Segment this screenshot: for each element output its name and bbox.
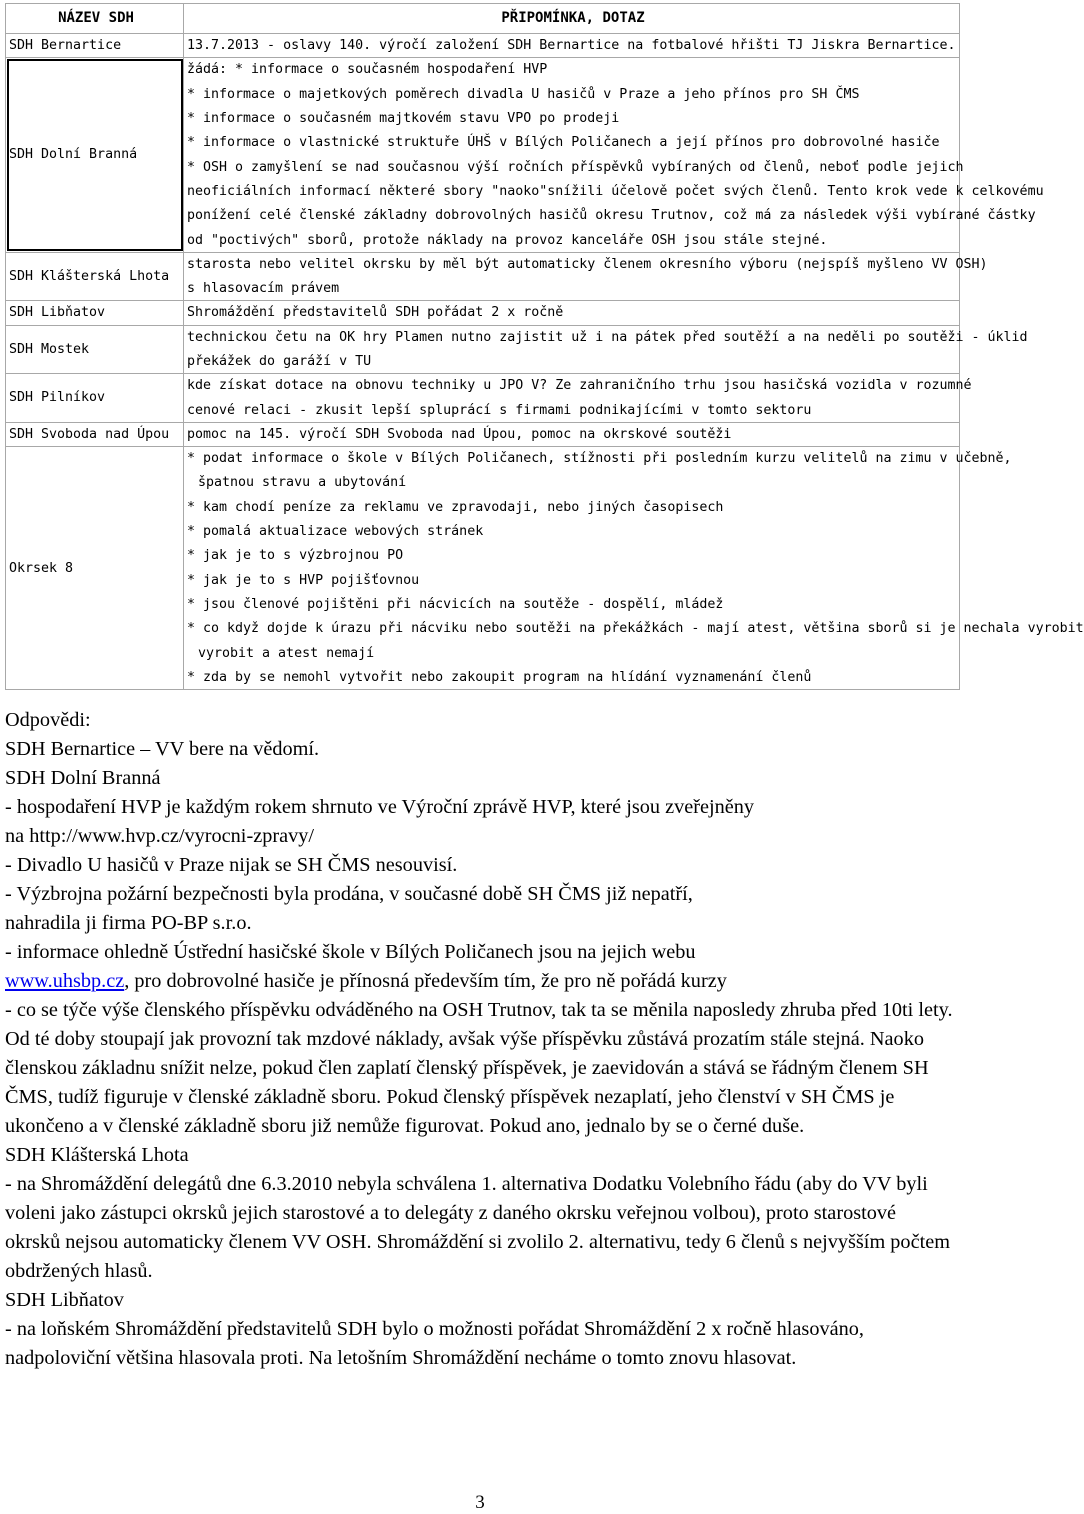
sdh-name-cell: SDH Pilníkov <box>6 374 184 423</box>
header-comment: PŘIPOMÍNKA, DOTAZ <box>184 4 960 34</box>
comment-line-cell: * jak je to s HVP pojišťovnou <box>184 568 960 592</box>
table-row <box>6 325 960 349</box>
uhsbp-link[interactable]: www.uhsbp.cz <box>5 970 125 992</box>
answer-lhota-title: SDH Klášterská Lhota <box>5 1144 189 1166</box>
comment-line-cell: * zda by se nemohl vytvořit nebo zakoupit program na hlídání vyznamenání členů <box>184 665 960 689</box>
comment-line-cell: * informace o současném majtkovém stavu VPO po prodeji <box>184 106 960 130</box>
comment-line-cell: technickou četu na OK hry Plamen nutno zajistit už i na pátek před soutěží a na neděli po soutěži - úklid <box>184 325 960 349</box>
answer-libnatov-text: - na loňském Shromáždění představitelů SDH bylo o možnosti pořádat Shromáždění 2 x ročně hlasováno, nadpoloviční většina hlasovala proti. Na letošním Shromáždění necháme o tomto znovu hlasovat. <box>5 1318 864 1369</box>
answer-libnatov-title: SDH Libňatov <box>5 1289 124 1311</box>
comment-line-cell: starosta nebo velitel okrsku by měl být automaticky členem okresního výboru (nejspíš myšleno VV OSH) <box>184 252 960 276</box>
comments-table <box>5 3 1084 687</box>
answer-branna-vyzbrojna-line1: - Výzbrojna požární bezpečnosti byla prodána, v současné době SH ČMS již nepatří, <box>5 883 693 905</box>
comment-line-cell: ponížení celé členské základny dobrovolných hasičů okresu Trutnov, což má za následek výši vybírané částky <box>184 204 960 228</box>
answer-branna-hvp-line1: - hospodaření HVP je každým rokem shrnuto ve Výroční zprávě HVP, které jsou zveřejněny <box>5 796 755 818</box>
answer-branna-hvp-line2: na http://www.hvp.cz/vyrocni-zpravy/ <box>5 825 315 847</box>
sdh-name-cell: Okrsek 8 <box>6 447 184 690</box>
answer-branna-prispevek: - co se týče výše členského příspěvku odváděného na OSH Trutnov, tak ta se měnila naposledy zhruba před 10ti lety. Od té doby stoupají jak provozní tak mzdové náklady, avšak výše příspěvku zůstává prozatím stále stejná. Naoko členskou základnu snížit nelze, pokud člen zaplatí členský příspěvek, je zaevidován a stává se řádným členem SH ČMS, tudíž figuruje v členské základně sboru. Pokud členský příspěvek nezaplatí, jeho členství v SH ČMS je ukončeno a v členské základně sboru již nemůže figurovat. Pokud ano, jednalo by se o černé duše. <box>5 999 953 1137</box>
comment-line-cell: * jak je to s výzbrojnou PO <box>184 544 960 568</box>
answer-branna-title: SDH Dolní Branná <box>5 767 161 789</box>
sdh-name-cell: SDH Dolní Branná <box>6 58 184 252</box>
comment-line-cell: * OSH o zamyšlení se nad současnou výší ročních příspěvků vybíraných od členů, neboť podle jejich <box>184 155 960 179</box>
sdh-name-cell: SDH Svoboda nad Úpou <box>6 422 184 446</box>
answers-heading: Odpovědi: <box>5 709 91 731</box>
sdh-name-cell: SDH Klášterská Lhota <box>6 252 184 301</box>
answer-branna-uhs <box>5 938 955 996</box>
comment-line-cell: od "poctivých" sborů, protože náklady na provoz kanceláře OSH jsou stále stejné. <box>184 228 960 252</box>
table-header-row <box>6 4 960 34</box>
table-row <box>6 252 960 276</box>
comment-line-cell: špatnou stravu a ubytování <box>184 471 960 495</box>
answer-branna-uhs-line1: - informace ohledně Ústřední hasičské škole v Bílých Poličanech jsou na jejich webu <box>5 941 696 963</box>
comment-line-cell: pomoc na 145. výročí SDH Svoboda nad Úpou, pomoc na okrskové soutěži <box>184 422 960 446</box>
comment-line-cell: Shromáždění představitelů SDH pořádat 2 x ročně <box>184 301 960 325</box>
table-row <box>6 34 960 58</box>
comment-line-cell: * co když dojde k úrazu při nácviku nebo soutěži na překážkách - mají atest, většina sborů si je nechala vyrobit <box>184 617 960 641</box>
table-row <box>6 374 960 398</box>
answers-section <box>5 706 955 1373</box>
answer-branna-vyzbrojna <box>5 880 955 938</box>
comment-line-cell: * jsou členové pojištěni při nácvicích na soutěže - dospělí, mládež <box>184 592 960 616</box>
answer-branna-hvp <box>5 793 955 851</box>
table-row <box>6 422 960 446</box>
comment-line-cell: s hlasovacím právem <box>184 276 960 300</box>
answer-branna-uhs-line2: , pro dobrovolné hasiče je přínosná především tím, že pro ně pořádá kurzy <box>124 970 727 992</box>
comment-line-cell: * informace o majetkových poměrech divadla U hasičů v Praze a jeho přínos pro SH ČMS <box>184 82 960 106</box>
table-body <box>6 4 1084 690</box>
comment-line-cell: překážek do garáží v TU <box>184 349 960 373</box>
comments-grid <box>5 3 1084 690</box>
page-number: 3 <box>475 1492 485 1513</box>
comment-line-cell: * informace o vlastnické struktuře ÚHŠ v Bílých Poličanech a její přínos pro dobrovolné hasiče <box>184 131 960 155</box>
comment-line-cell: 13.7.2013 - oslavy 140. výročí založení SDH Bernartice na fotbalové hřišti TJ Jiskra Bernartice. <box>184 34 960 58</box>
comment-line-cell: * pomalá aktualizace webových stránek <box>184 519 960 543</box>
sdh-name-cell: SDH Libňatov <box>6 301 184 325</box>
comment-line-cell: cenové relaci - zkusit lepší spluprácí s firmami podnikajícími v tomto sektoru <box>184 398 960 422</box>
answer-bernartice: SDH Bernartice – VV bere na vědomí. <box>5 738 320 760</box>
comment-line-cell: neoficiálních informací některé sbory "naoko"snížili účelově počet svých členů. Tento krok vede k celkovému <box>184 179 960 203</box>
table-row <box>6 447 960 471</box>
header-sdh-name: NÁZEV SDH <box>6 4 184 34</box>
comment-line-cell: vyrobit a atest nemají <box>184 641 960 665</box>
comment-line-cell: * kam chodí peníze za reklamu ve zpravodaji, nebo jiných časopisech <box>184 495 960 519</box>
answer-branna-vyzbrojna-line2: nahradila ji firma PO-BP s.r.o. <box>5 912 252 934</box>
answer-branna-divadlo: - Divadlo U hasičů v Praze nijak se SH ČMS nesouvisí. <box>5 854 458 876</box>
comment-line-cell: * podat informace o škole v Bílých Poličanech, stížnosti při posledním kurzu velitelů na zimu v učebně, <box>184 447 960 471</box>
table-row <box>6 58 960 82</box>
answer-lhota-text: - na Shromáždění delegátů dne 6.3.2010 nebyla schválena 1. alternativa Dodatku Volebního řádu (aby do VV byli voleni jako zástupci okrsků jejich starostové a to delegáty z daného okrsku veřejnou volbou), proto starostové okrsků nejsou automaticky členem VV OSH. Shromáždění si zvolilo 2. alternativu, tedy 6 členů s nejvyšším počtem obdržených hlasů. <box>5 1173 950 1282</box>
comment-line-cell: kde získat dotace na obnovu techniky u JPO V? Ze zahraničního trhu jsou hasičská vozidla v rozumné <box>184 374 960 398</box>
sdh-name-cell: SDH Bernartice <box>6 34 184 58</box>
table-row <box>6 301 960 325</box>
sdh-name-cell: SDH Mostek <box>6 325 184 374</box>
comment-line-cell: žádá: * informace o současném hospodaření HVP <box>184 58 960 82</box>
